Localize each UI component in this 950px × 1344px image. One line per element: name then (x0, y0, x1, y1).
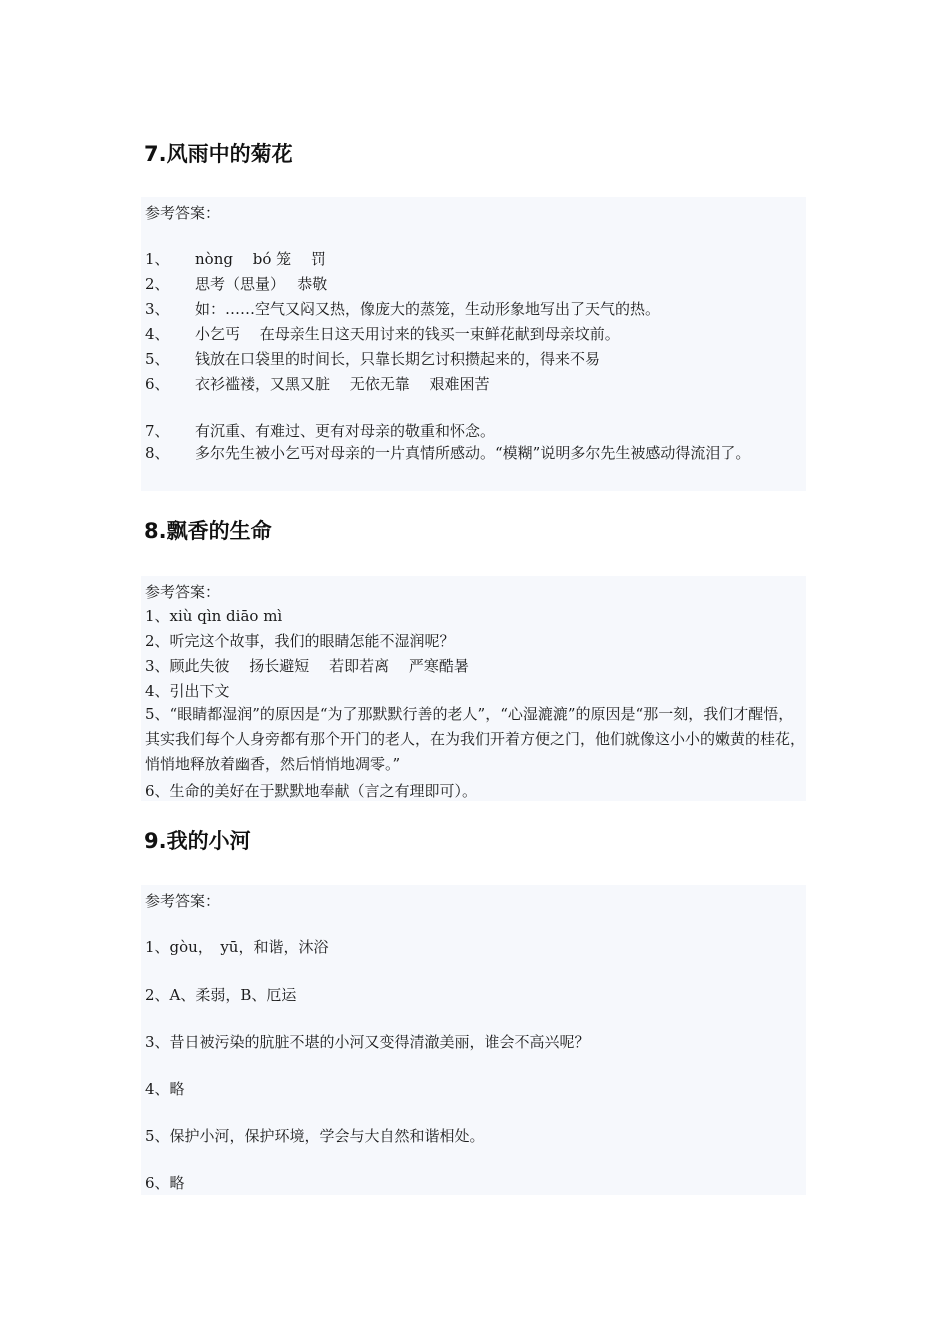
item-text: 多尔先生被小乞丐对母亲的一片真情所感动。“模糊”说明多尔先生被感动得流泪了。 (195, 444, 751, 462)
item-number: 7、 (145, 422, 170, 440)
answer-item (145, 441, 805, 466)
item-text: 小乞丐 在母亲生日这天用讨来的钱买一束鲜花献到母亲坟前。 (195, 325, 620, 343)
answer-item: 3、昔日被污染的肮脏不堪的小河又变得清澈美丽，谁会不高兴呢？ (145, 1033, 590, 1051)
answer-item (145, 374, 490, 394)
item-number: 4、 (145, 325, 170, 343)
item-number: 5、 (145, 350, 170, 368)
answer-item: 5、保护小河，保护环境，学会与大自然和谐相处。 (145, 1127, 485, 1145)
answer-item (145, 249, 326, 269)
answer-item (145, 421, 495, 441)
item-text: 如：……空气又闷又热，像庞大的蒸笼，生动形象地写出了天气的热。 (195, 300, 661, 318)
answer-item: 4、引出下文 (145, 682, 230, 700)
item-text: 衣衫褴褛，又黑又脏 无依无靠 艰难困苦 (195, 375, 490, 393)
item-number: 6、 (145, 375, 170, 393)
section-9-title: 9.我的小河 (144, 829, 251, 853)
answer-item (145, 299, 660, 319)
answer-item: 1、xiù qìn diāo mì (145, 607, 283, 625)
answer-item: 2、A、柔弱，B、厄运 (145, 986, 297, 1004)
answer-item: 6、略 (145, 1174, 185, 1192)
section-8-title: 8.飘香的生命 (144, 519, 272, 543)
item-number: 2、 (145, 275, 170, 293)
section-9-answer-box (141, 885, 806, 1195)
item-text: nòng bó 笼 罚 (195, 250, 326, 268)
answer-item: 1、gòu， yū，和谐，沐浴 (145, 938, 329, 956)
answer-item (145, 349, 600, 369)
section-8-answer-box (141, 576, 806, 801)
answer-item (145, 274, 327, 294)
answer-item: 4、略 (145, 1080, 185, 1098)
answer-label: 参考答案： (145, 583, 221, 601)
answer-item: 2、听完这个故事，我们的眼睛怎能不湿润呢？ (145, 632, 455, 650)
answer-label: 参考答案： (145, 204, 221, 222)
item-text: 思考（思量） 恭敬 (195, 275, 328, 293)
item-number: 3、 (145, 300, 170, 318)
answer-item (145, 324, 620, 344)
answer-item: 6、生命的美好在于默默地奉献（言之有理即可）。 (145, 782, 478, 800)
item-text: 钱放在口袋里的时间长，只靠长期乞讨积攒起来的，得来不易 (195, 350, 601, 368)
item-text: 有沉重、有难过、更有对母亲的敬重和怀念。 (195, 422, 496, 440)
item-number: 1、 (145, 250, 170, 268)
answer-item: 5、“眼睛都湿润”的原因是“为了那默默行善的老人”，“心湿漉漉”的原因是“那一刻，我们才醒悟，其实我们每个人身旁都有那个开门的老人，在为我们开着方便之门，他们就像这小小的嫩黄的桂花，悄悄地释放着幽香，然后悄悄地凋零。” (145, 705, 806, 773)
section-7-title: 7.风雨中的菊花 (144, 142, 293, 166)
section-7-answer-box (141, 197, 806, 491)
answer-item: 3、顾此失彼 扬长避短 若即若离 严寒酷暑 (145, 657, 469, 675)
item-number: 8、 (145, 444, 170, 462)
answer-label: 参考答案： (145, 892, 221, 910)
